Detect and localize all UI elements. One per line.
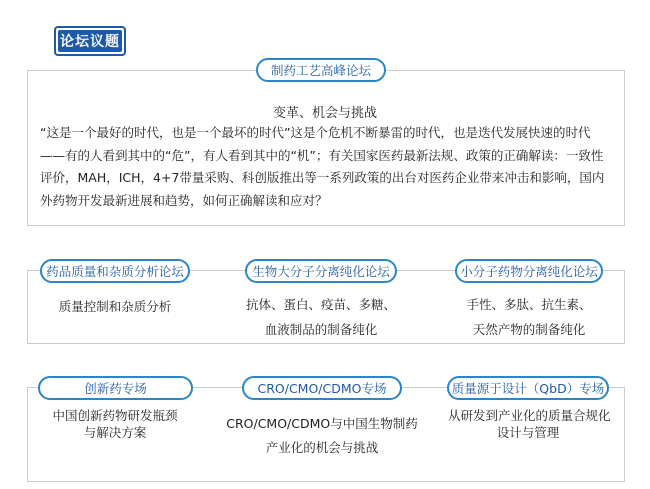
- forum-title-qbd: 质量源于设计（QbD）专场: [451, 381, 605, 396]
- forum-desc-quality: [40, 297, 190, 317]
- forum-desc-quality-line-1: 质量控制和杂质分析: [58, 299, 172, 314]
- forum-desc-qbd-line-1: 从研发到产业化的质量合规化: [448, 408, 611, 423]
- forum-title-quality: 药品质量和杂质分析论坛: [46, 264, 184, 279]
- forum-title-small-molecule: 小分子药物分离纯化论坛: [460, 264, 598, 279]
- forum-pill-biologics: [245, 259, 397, 283]
- forum-desc-cro: [222, 412, 422, 460]
- forum-desc-qbd: [448, 407, 611, 441]
- forum-desc-qbd-line-2: 设计与管理: [496, 425, 560, 440]
- forum-pill-innovative: [38, 376, 193, 400]
- forum-pill-qbd: [447, 376, 609, 400]
- forum-desc-biologics-line-1: 抗体、蛋白、疫苗、多糖、: [245, 297, 396, 312]
- forum-desc-innovative: [40, 407, 190, 441]
- forum-pill-small-molecule: [455, 259, 603, 283]
- forum-desc-cro-line-2: 产业化的机会与挑战: [265, 440, 379, 455]
- main-forum-title: 制药工艺高峰论坛: [270, 63, 371, 78]
- forum-desc-cro-line-1: CRO/CMO/CDMO与中国生物制药: [226, 416, 418, 431]
- forum-pill-quality: [40, 259, 190, 283]
- section-title-tag: [54, 26, 126, 56]
- main-forum-subtitle: 变革、机会与挑战: [272, 106, 377, 121]
- main-forum-description: “这是一个最好的时代，也是一个最坏的时代”这是个危机不断暴雷的时代，也是迭代发展快速的时代——有的人看到其中的“危”，有人看到其中的“机”；有关国家医药最新法规、政策的正确解读：一致性评价，MAH，ICH，4+7带量采购、科创版推出等一系列政策的出台对医药企业带来冲击和影响，国内外药物开发最新进展和趋势，如何正确解读和应对？: [40, 125, 605, 208]
- forum-title-innovative: 创新药专场: [84, 381, 147, 396]
- forum-desc-small-molecule-line-2: 天然产物的制备纯化: [472, 322, 586, 337]
- forum-desc-biologics-line-2: 血液制品的制备纯化: [264, 322, 378, 337]
- main-forum-title-pill: [256, 58, 386, 82]
- forum-desc-biologics: [230, 292, 412, 342]
- forum-title-cro: CRO/CMO/CDMO专场: [257, 381, 387, 396]
- section-title: 论坛议题: [58, 30, 122, 52]
- forum-desc-small-molecule-line-1: 手性、多肽、抗生素、: [466, 297, 592, 312]
- forum-desc-innovative-line-1: 中国创新药物研发瓶颈: [52, 408, 178, 423]
- forum-desc-innovative-line-2: 与解决方案: [83, 425, 147, 440]
- forum-desc-small-molecule: [450, 292, 608, 342]
- forum-pill-cro: [242, 376, 402, 400]
- forum-title-biologics: 生物大分子分离纯化论坛: [252, 264, 390, 279]
